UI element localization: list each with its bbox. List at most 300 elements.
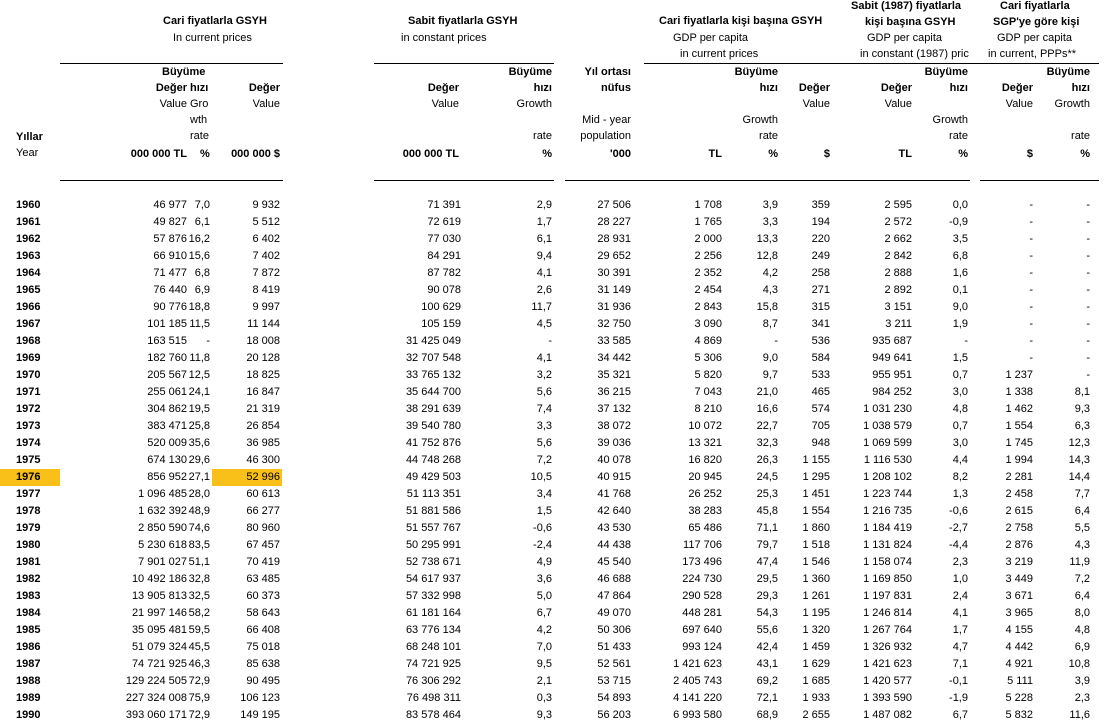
gdp-current-growth-cell: 11,5 xyxy=(189,318,210,330)
group5-title-1: Cari fiyatlarla xyxy=(1000,0,1070,12)
year-cell: 1987 xyxy=(16,658,41,670)
pc-constant-tl-cell: 1 169 850 xyxy=(863,573,912,585)
gdp-current-tl-cell: 66 910 xyxy=(153,250,187,262)
gdp-current-usd-cell: 18 825 xyxy=(246,369,280,381)
pc-ppp-usd-cell: - xyxy=(1029,267,1033,279)
population-cell: 35 321 xyxy=(597,369,631,381)
pc-current-tl-cell: 290 528 xyxy=(682,590,722,602)
pc-constant-growth-cell: -0,6 xyxy=(949,505,968,517)
pc-constant-growth-cell: 2,4 xyxy=(952,590,968,602)
gdp-current-growth-cell: 72,9 xyxy=(188,709,210,721)
gdp-constant-growth-cell: 11,7 xyxy=(531,301,552,313)
gdp-constant-growth-cell: 4,2 xyxy=(536,624,552,636)
gdp-current-tl-cell: 101 185 xyxy=(147,318,187,330)
gdp-current-growth-cell: 15,6 xyxy=(188,250,210,262)
c12-l1: Değer xyxy=(1001,82,1033,94)
gdp-constant-growth-cell: 6,1 xyxy=(536,233,552,245)
gdp-current-tl-cell: 90 776 xyxy=(153,301,187,313)
pc-constant-growth-cell: 3,5 xyxy=(952,233,968,245)
gdp-current-usd-cell: 67 457 xyxy=(246,539,280,551)
population-cell: 43 530 xyxy=(597,522,631,534)
pc-ppp-growth-cell: 14,4 xyxy=(1068,471,1090,483)
pc-ppp-usd-cell: - xyxy=(1029,233,1033,245)
gdp-current-tl-cell: 46 977 xyxy=(153,199,187,211)
gdp-constant-growth-cell: 3,4 xyxy=(536,488,552,500)
table-row xyxy=(0,554,1108,571)
gdp-current-growth-cell: 7,0 xyxy=(194,199,210,211)
gdp-constant-tl-cell: 35 644 700 xyxy=(405,386,461,398)
table-row xyxy=(0,316,1108,333)
pc-constant-tl-cell: 2 842 xyxy=(884,250,912,262)
pc-current-tl-cell: 2 454 xyxy=(694,284,722,296)
gdp-constant-growth-cell: 4,5 xyxy=(536,318,552,330)
pc-constant-tl-cell: 935 687 xyxy=(872,335,912,347)
gdp-current-usd-cell: 18 008 xyxy=(246,335,280,347)
group1-subtitle: In current prices xyxy=(173,32,252,44)
gdp-constant-growth-cell: -2,4 xyxy=(533,539,552,551)
gdp-constant-tl-cell: 84 291 xyxy=(427,250,461,262)
year-cell: 1980 xyxy=(16,539,41,551)
year-cell: 1977 xyxy=(16,488,41,500)
group4-title-1: Sabit (1987) fiyatlarla xyxy=(851,0,962,12)
year-cell: 1985 xyxy=(16,624,41,636)
table-row xyxy=(0,537,1108,554)
rule-bottom-2 xyxy=(374,180,554,181)
pc-current-tl-cell: 8 210 xyxy=(694,403,722,415)
gdp-constant-growth-cell: 10,5 xyxy=(530,471,552,483)
pc-current-usd-cell: 258 xyxy=(811,267,830,279)
table-row xyxy=(0,571,1108,588)
pc-current-tl-cell: 5 820 xyxy=(694,369,722,381)
pc-constant-tl-cell: 1 158 074 xyxy=(863,556,912,568)
gdp-constant-tl-cell: 50 295 991 xyxy=(405,539,461,551)
gdp-current-growth-cell: 45,5 xyxy=(188,641,210,653)
pc-current-tl-cell: 26 252 xyxy=(688,488,722,500)
pc-current-tl-cell: 2 256 xyxy=(694,250,722,262)
gdp-current-usd-cell: 60 373 xyxy=(246,590,280,602)
population-cell: 40 078 xyxy=(597,454,631,466)
rule-group2 xyxy=(374,63,554,64)
pc-current-tl-cell: 6 993 580 xyxy=(673,709,722,721)
c13-unit: % xyxy=(1080,148,1090,160)
table-row xyxy=(0,384,1108,401)
gdp-constant-growth-cell: 6,7 xyxy=(536,607,552,619)
gdp-current-growth-cell: 12,5 xyxy=(188,369,210,381)
pc-ppp-growth-cell: 6,9 xyxy=(1074,641,1090,653)
pc-current-growth-cell: 13,3 xyxy=(756,233,778,245)
population-cell: 37 132 xyxy=(597,403,631,415)
pc-constant-growth-cell: 0,7 xyxy=(952,369,968,381)
pc-ppp-growth-cell: - xyxy=(1086,352,1090,364)
population-cell: 32 750 xyxy=(597,318,631,330)
pc-constant-tl-cell: 984 252 xyxy=(872,386,912,398)
pc-current-growth-cell: 54,3 xyxy=(756,607,778,619)
c1-l1: Değer xyxy=(155,82,187,94)
gdp-current-tl-cell: 255 061 xyxy=(147,386,187,398)
gdp-current-tl-cell: 674 130 xyxy=(147,454,187,466)
pc-constant-tl-cell: 1 031 230 xyxy=(863,403,912,415)
gdp-constant-growth-cell: 3,2 xyxy=(536,369,552,381)
gdp-constant-tl-cell: 76 498 311 xyxy=(406,692,461,704)
gdp-current-growth-cell: 83,5 xyxy=(188,539,210,551)
c5-l0: Büyüme xyxy=(508,66,552,78)
table-row xyxy=(0,248,1108,265)
gdp-current-tl-cell: 182 760 xyxy=(147,352,187,364)
pc-constant-growth-cell: 4,4 xyxy=(952,454,968,466)
year-cell: 1971 xyxy=(16,386,41,398)
rule-bottom-3 xyxy=(565,180,970,181)
pc-ppp-usd-cell: 3 219 xyxy=(1005,556,1033,568)
pc-constant-growth-cell: 3,0 xyxy=(952,386,968,398)
gdp-current-tl-cell: 227 324 008 xyxy=(125,692,187,704)
pc-ppp-growth-cell: 10,8 xyxy=(1068,658,1090,670)
gdp-current-growth-cell: 74,6 xyxy=(188,522,210,534)
gdp-constant-tl-cell: 51 113 351 xyxy=(406,488,461,500)
pc-current-growth-cell: 16,6 xyxy=(756,403,778,415)
population-cell: 39 036 xyxy=(597,437,631,449)
pc-constant-growth-cell: -1,9 xyxy=(949,692,968,704)
gdp-current-usd-cell: 70 419 xyxy=(246,556,280,568)
table-row xyxy=(0,469,1108,486)
gdp-current-growth-cell: 46,3 xyxy=(188,658,210,670)
population-cell: 30 391 xyxy=(597,267,631,279)
c6-unit: '000 xyxy=(610,148,631,160)
pc-current-usd-cell: 359 xyxy=(811,199,830,211)
pc-constant-tl-cell: 3 151 xyxy=(884,301,912,313)
pc-current-growth-cell: 8,7 xyxy=(762,318,778,330)
pc-current-usd-cell: 1 459 xyxy=(802,641,830,653)
pc-current-growth-cell: 9,0 xyxy=(762,352,778,364)
year-cell: 1961 xyxy=(16,216,41,228)
pc-constant-tl-cell: 2 572 xyxy=(884,216,912,228)
gdp-current-usd-cell: 85 638 xyxy=(246,658,280,670)
pc-current-usd-cell: 536 xyxy=(811,335,830,347)
pc-constant-growth-cell: 7,1 xyxy=(952,658,968,670)
gdp-constant-tl-cell: 61 181 164 xyxy=(405,607,461,619)
rule-bottom-4 xyxy=(980,180,1099,181)
population-cell: 52 561 xyxy=(597,658,631,670)
gdp-constant-tl-cell: 76 306 292 xyxy=(405,675,461,687)
pc-current-usd-cell: 1 933 xyxy=(802,692,830,704)
year-cell: 1962 xyxy=(16,233,41,245)
gdp-current-tl-cell: 163 515 xyxy=(147,335,187,347)
population-cell: 54 893 xyxy=(597,692,631,704)
pc-ppp-usd-cell: 1 554 xyxy=(1005,420,1033,432)
pc-ppp-usd-cell: 2 615 xyxy=(1005,505,1033,517)
gdp-constant-growth-cell: 3,6 xyxy=(536,573,552,585)
year-cell: 1966 xyxy=(16,301,41,313)
gdp-current-usd-cell: 5 512 xyxy=(252,216,280,228)
population-cell: 29 652 xyxy=(597,250,631,262)
table-row xyxy=(0,503,1108,520)
gdp-current-growth-cell: 72,9 xyxy=(188,675,210,687)
year-cell: 1979 xyxy=(16,522,41,534)
pc-ppp-usd-cell: 4 442 xyxy=(1005,641,1033,653)
c4-l1: Değer xyxy=(427,82,459,94)
c4-l2: Value xyxy=(431,98,459,110)
pc-constant-growth-cell: - xyxy=(964,335,968,347)
pc-ppp-growth-cell: 7,7 xyxy=(1074,488,1090,500)
rule-group345 xyxy=(644,63,1099,64)
pc-ppp-usd-cell: - xyxy=(1029,335,1033,347)
population-cell: 47 864 xyxy=(597,590,631,602)
pc-ppp-usd-cell: - xyxy=(1029,199,1033,211)
gdp-current-tl-cell: 71 477 xyxy=(153,267,187,279)
c13-l0: Büyüme xyxy=(1046,66,1090,78)
pc-current-usd-cell: 574 xyxy=(811,403,830,415)
gdp-constant-tl-cell: 87 782 xyxy=(427,267,461,279)
data-table-body xyxy=(0,197,1108,724)
c8-l2: Growth xyxy=(742,114,778,126)
year-cell: 1975 xyxy=(16,454,41,466)
gdp-constant-tl-cell: 31 425 049 xyxy=(405,335,461,347)
gdp-current-growth-cell: 11,8 xyxy=(189,352,210,364)
table-row xyxy=(0,673,1108,690)
population-cell: 56 203 xyxy=(597,709,631,721)
pc-ppp-usd-cell: - xyxy=(1029,284,1033,296)
year-cell: 1965 xyxy=(16,284,41,296)
pc-ppp-growth-cell: 4,8 xyxy=(1074,624,1090,636)
pc-ppp-usd-cell: 1 994 xyxy=(1005,454,1033,466)
pc-current-growth-cell: 43,1 xyxy=(756,658,778,670)
gdp-current-growth-cell: 28,0 xyxy=(188,488,210,500)
population-cell: 33 585 xyxy=(597,335,631,347)
pc-ppp-growth-cell: - xyxy=(1086,199,1090,211)
gdp-current-usd-cell: 52 996 xyxy=(246,471,280,483)
pc-current-usd-cell: 705 xyxy=(811,420,830,432)
year-cell: 1960 xyxy=(16,199,41,211)
pc-ppp-growth-cell: - xyxy=(1086,233,1090,245)
pc-ppp-growth-cell: - xyxy=(1086,301,1090,313)
gdp-constant-tl-cell: 57 332 998 xyxy=(405,590,461,602)
pc-current-tl-cell: 4 141 220 xyxy=(673,692,722,704)
c9-l1: Değer xyxy=(798,82,830,94)
pc-constant-growth-cell: -4,4 xyxy=(949,539,968,551)
c12-unit: $ xyxy=(1026,148,1033,160)
year-cell: 1968 xyxy=(16,335,41,347)
gdp-current-growth-cell: 6,9 xyxy=(194,284,210,296)
year-cell: 1964 xyxy=(16,267,41,279)
group5-title-2: SGP'ye göre kişi xyxy=(993,16,1080,28)
pc-ppp-usd-cell: 2 876 xyxy=(1005,539,1033,551)
pc-current-usd-cell: 1 320 xyxy=(802,624,830,636)
gdp-current-growth-cell: - xyxy=(206,335,210,347)
pc-ppp-growth-cell: 6,4 xyxy=(1074,505,1090,517)
pc-current-usd-cell: 1 155 xyxy=(802,454,830,466)
pc-constant-tl-cell: 1 223 744 xyxy=(863,488,912,500)
gdp-current-growth-cell: 19,5 xyxy=(188,403,210,415)
pc-ppp-growth-cell: 2,3 xyxy=(1074,692,1090,704)
gdp-current-growth-cell: 18,8 xyxy=(188,301,210,313)
gdp-current-usd-cell: 21 319 xyxy=(246,403,280,415)
group4-subtitle-1: GDP per capita xyxy=(867,32,943,44)
gdp-constant-growth-cell: 5,6 xyxy=(536,437,552,449)
pc-constant-tl-cell: 2 888 xyxy=(884,267,912,279)
gdp-current-growth-cell: 51,1 xyxy=(188,556,210,568)
gdp-current-tl-cell: 13 905 813 xyxy=(131,590,187,602)
gdp-current-usd-cell: 7 872 xyxy=(252,267,280,279)
gdp-current-usd-cell: 36 985 xyxy=(246,437,280,449)
gdp-current-tl-cell: 520 009 xyxy=(147,437,187,449)
pc-constant-tl-cell: 1 267 764 xyxy=(863,624,912,636)
pc-current-usd-cell: 533 xyxy=(811,369,830,381)
year-cell: 1984 xyxy=(16,607,41,619)
pc-constant-growth-cell: 3,0 xyxy=(952,437,968,449)
population-cell: 34 442 xyxy=(597,352,631,364)
pc-current-usd-cell: 1 451 xyxy=(802,488,830,500)
pc-current-tl-cell: 7 043 xyxy=(694,386,722,398)
gdp-current-usd-cell: 9 932 xyxy=(252,199,280,211)
gdp-current-growth-cell: 59,5 xyxy=(188,624,210,636)
group2-subtitle: in constant prices xyxy=(401,32,487,44)
pc-ppp-growth-cell: - xyxy=(1086,335,1090,347)
gdp-current-usd-cell: 106 123 xyxy=(240,692,280,704)
pc-current-growth-cell: 15,8 xyxy=(756,301,778,313)
pc-current-tl-cell: 2 405 743 xyxy=(673,675,722,687)
pc-current-tl-cell: 16 820 xyxy=(688,454,722,466)
pc-ppp-usd-cell: 4 155 xyxy=(1005,624,1033,636)
gdp-constant-growth-cell: 9,4 xyxy=(536,250,552,262)
table-row xyxy=(0,299,1108,316)
c10-l1: Değer xyxy=(880,82,912,94)
pc-constant-tl-cell: 1 038 579 xyxy=(863,420,912,432)
gdp-constant-growth-cell: 0,3 xyxy=(536,692,552,704)
gdp-constant-tl-cell: 100 629 xyxy=(421,301,461,313)
pc-current-usd-cell: 1 860 xyxy=(802,522,830,534)
pc-constant-growth-cell: 4,8 xyxy=(952,403,968,415)
c2-l0: Büyüme xyxy=(162,66,206,78)
gdp-current-tl-cell: 57 876 xyxy=(153,233,187,245)
gdp-constant-growth-cell: 4,1 xyxy=(536,352,552,364)
pc-ppp-growth-cell: 3,9 xyxy=(1074,675,1090,687)
gdp-current-growth-cell: 48,9 xyxy=(188,505,210,517)
pc-ppp-growth-cell: 8,0 xyxy=(1074,607,1090,619)
group5-subtitle-1: GDP per capita xyxy=(997,32,1073,44)
c11-l3: rate xyxy=(949,130,968,142)
group1-title: Cari fiyatlarla GSYH xyxy=(163,15,267,27)
pc-current-growth-cell: 29,5 xyxy=(756,573,778,585)
gdp-constant-tl-cell: 77 030 xyxy=(427,233,461,245)
population-cell: 28 931 xyxy=(597,233,631,245)
pc-constant-tl-cell: 1 487 082 xyxy=(863,709,912,721)
table-row xyxy=(0,197,1108,214)
pc-ppp-usd-cell: - xyxy=(1029,250,1033,262)
pc-current-tl-cell: 20 945 xyxy=(688,471,722,483)
c9-l2: Value xyxy=(802,98,830,110)
gdp-current-usd-cell: 6 402 xyxy=(252,233,280,245)
table-row xyxy=(0,622,1108,639)
pc-current-growth-cell: 4,2 xyxy=(762,267,778,279)
c7-unit: TL xyxy=(708,148,722,160)
pc-ppp-growth-cell: 7,2 xyxy=(1074,573,1090,585)
pc-current-tl-cell: 1 708 xyxy=(694,199,722,211)
pc-ppp-growth-cell: 11,9 xyxy=(1069,556,1090,568)
pc-current-growth-cell: 12,8 xyxy=(756,250,778,262)
population-cell: 44 438 xyxy=(597,539,631,551)
pc-constant-growth-cell: 2,3 xyxy=(952,556,968,568)
pc-constant-growth-cell: 6,8 xyxy=(952,250,968,262)
pc-ppp-growth-cell: 11,6 xyxy=(1069,709,1090,721)
pc-current-growth-cell: 71,1 xyxy=(756,522,778,534)
pc-ppp-usd-cell: 2 458 xyxy=(1005,488,1033,500)
pc-constant-tl-cell: 1 131 824 xyxy=(863,539,912,551)
gdp-constant-tl-cell: 68 248 101 xyxy=(405,641,461,653)
pc-ppp-usd-cell: 3 965 xyxy=(1005,607,1033,619)
pc-current-tl-cell: 5 306 xyxy=(694,352,722,364)
pc-current-tl-cell: 38 283 xyxy=(688,505,722,517)
gdp-current-growth-cell: 25,8 xyxy=(188,420,210,432)
pc-ppp-growth-cell: 8,1 xyxy=(1074,386,1090,398)
pc-current-tl-cell: 117 706 xyxy=(683,539,722,551)
table-row xyxy=(0,214,1108,231)
gdp-constant-tl-cell: 32 707 548 xyxy=(405,352,461,364)
pc-current-growth-cell: 47,4 xyxy=(756,556,778,568)
gdp-constant-tl-cell: 72 619 xyxy=(427,216,461,228)
year-cell: 1983 xyxy=(16,590,41,602)
pc-current-usd-cell: 1 629 xyxy=(802,658,830,670)
gdp-constant-growth-cell: 7,0 xyxy=(536,641,552,653)
gdp-constant-tl-cell: 52 738 671 xyxy=(405,556,461,568)
gdp-current-growth-cell: 58,2 xyxy=(188,607,210,619)
gdp-constant-growth-cell: 9,3 xyxy=(536,709,552,721)
year-cell: 1963 xyxy=(16,250,41,262)
pc-current-usd-cell: 341 xyxy=(811,318,830,330)
gdp-current-usd-cell: 60 613 xyxy=(246,488,280,500)
year-header-tr: Yıllar xyxy=(16,131,43,143)
population-cell: 41 768 xyxy=(597,488,631,500)
c6-l1: nüfus xyxy=(601,82,631,94)
gdp-current-usd-cell: 11 144 xyxy=(247,318,280,330)
pc-constant-growth-cell: 0,7 xyxy=(952,420,968,432)
gdp-current-tl-cell: 7 901 027 xyxy=(138,556,187,568)
c8-l0: Büyüme xyxy=(734,66,778,78)
pc-current-usd-cell: 465 xyxy=(811,386,830,398)
pc-constant-tl-cell: 3 211 xyxy=(885,318,912,330)
pc-ppp-usd-cell: 4 921 xyxy=(1005,658,1033,670)
gdp-constant-tl-cell: 71 391 xyxy=(427,199,461,211)
pc-ppp-usd-cell: 1 462 xyxy=(1005,403,1033,415)
gdp-current-tl-cell: 74 721 925 xyxy=(131,658,187,670)
pc-current-tl-cell: 10 072 xyxy=(688,420,722,432)
gdp-constant-growth-cell: 9,5 xyxy=(536,658,552,670)
pc-constant-tl-cell: 2 662 xyxy=(884,233,912,245)
pc-constant-growth-cell: 1,3 xyxy=(952,488,968,500)
gdp-current-tl-cell: 10 492 186 xyxy=(131,573,187,585)
population-cell: 49 070 xyxy=(597,607,631,619)
population-cell: 53 715 xyxy=(597,675,631,687)
pc-constant-growth-cell: 1,5 xyxy=(952,352,968,364)
gdp-constant-growth-cell: 2,6 xyxy=(536,284,552,296)
gdp-constant-growth-cell: 4,9 xyxy=(536,556,552,568)
pc-constant-growth-cell: 8,2 xyxy=(952,471,968,483)
pc-current-growth-cell: 32,3 xyxy=(756,437,778,449)
pc-ppp-growth-cell: 6,4 xyxy=(1074,590,1090,602)
year-cell: 1972 xyxy=(16,403,41,415)
table-row xyxy=(0,656,1108,673)
pc-ppp-growth-cell: 14,3 xyxy=(1068,454,1090,466)
gdp-current-usd-cell: 90 495 xyxy=(246,675,280,687)
year-cell: 1982 xyxy=(16,573,41,585)
pc-constant-tl-cell: 1 216 735 xyxy=(863,505,912,517)
gdp-constant-tl-cell: 39 540 780 xyxy=(405,420,461,432)
population-cell: 46 688 xyxy=(597,573,631,585)
gdp-current-growth-cell: 24,1 xyxy=(188,386,210,398)
c5-l2: Growth xyxy=(516,98,552,110)
pc-current-growth-cell: 22,7 xyxy=(756,420,778,432)
gdp-current-tl-cell: 856 952 xyxy=(147,471,187,483)
gdp-current-tl-cell: 21 997 146 xyxy=(131,607,187,619)
c11-l0: Büyüme xyxy=(924,66,968,78)
